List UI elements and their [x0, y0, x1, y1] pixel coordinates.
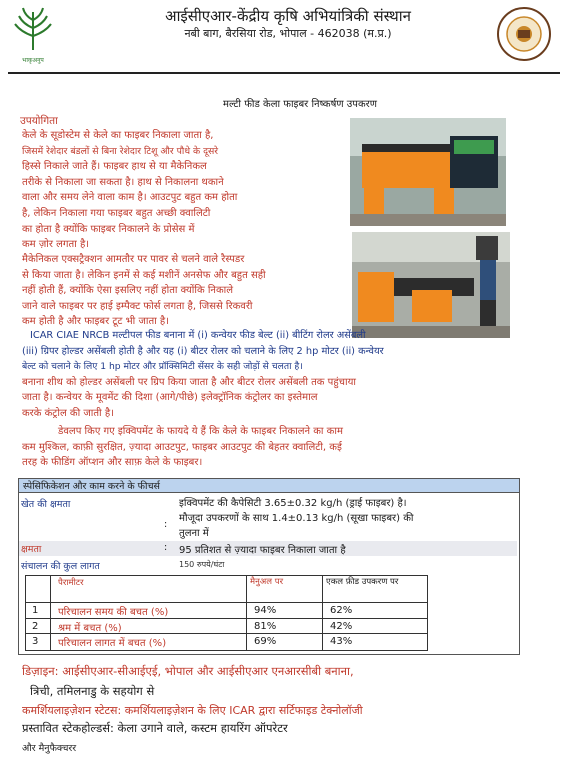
commercialization-status: कमर्शियलाइज़ेशन स्टेटस: कमर्शियलाइज़ेशन के लिए ICAR द्वारा सर्टिफाइड टेक्नोलॉजी	[22, 704, 363, 717]
table-heading: स्पेसिफिकेशन और काम करने के फीचर्स	[19, 479, 519, 493]
row-divider	[26, 618, 427, 619]
col-divider	[246, 576, 247, 650]
text-line: मैकेनिकल एक्सट्रैक्शन आमतौर पर पावर से चलने वाले रैस्पडर	[22, 254, 245, 265]
text-line: करके कंट्रोल की जाती है।	[22, 407, 114, 419]
paragraph-benefits	[22, 424, 542, 471]
spec-value-efficiency: 95 प्रतिशत से ज़्यादा फाइबर निकाला जाता है	[179, 545, 346, 556]
row-manual-value: 81%	[254, 621, 277, 632]
spec-value-field-capacity	[179, 496, 414, 541]
text-line: मौजूदा उपकरणों के साथ 1.4±0.13 kg/h (सूखा फाइबर) की	[179, 513, 414, 524]
text-line: नहीं होती हैं, क्योंकि ऐसा इसलिए नहीं होता क्योंकि निकाले	[22, 285, 234, 297]
machine-image	[350, 118, 506, 226]
proposed-stakeholders: प्रस्तावित स्टेकहोल्डर्स: केला उगाने वाले, कस्टम हायरिंग ऑपरेटर	[22, 721, 288, 735]
col-divider	[50, 576, 51, 650]
stakeholders-continued: और मैनुफैक्चरर	[22, 743, 77, 754]
text-line: जाता है। कन्वेयर के मूवमेंट की दिशा (आगे/पीछे) इलेक्ट्रॉनिक कंट्रोलर का इस्तेमाल	[22, 392, 318, 404]
text-line: कम मुश्किल, काफ़ी सुरक्षित, ज़्यादा आउटपुट, फाइबर आउटपुट की बेहतर क्वालिटी, कई	[22, 441, 342, 453]
row-parameter: परिचालन लागत में बचत (%)	[58, 638, 167, 649]
text-line: इक्विपमेंट की कैपेसिटी 3.65±0.32 kg/h (ड्राई फाइबर) है।	[179, 498, 407, 509]
design-credit-line2: त्रिची, तमिलनाडु के सहयोग से	[30, 684, 155, 698]
text-line: कम ज़ोर लगता है।	[22, 239, 90, 251]
document-title: मल्टी फीड केला फाइबर निष्कर्षण उपकरण	[223, 99, 377, 110]
text-line: जिसमें रेशेदार बंडलों से बिना रेशेदार टिशू और पौधे के दूसरे	[22, 145, 219, 157]
spec-separator: :	[164, 542, 168, 553]
icar-logo	[10, 6, 56, 64]
text-line: कम होती है और फाइबर टूट भी जाता है।	[22, 316, 170, 328]
design-credit-line1: डिज़ाइन: आईसीएआर-सीआईएई, भोपाल और आईसीएआर एनआरसीबी बनाना,	[22, 664, 354, 678]
text-line: हिस्से निकाले जाते हैं। फाइबर हाथ से या मैकेनिकल	[22, 161, 207, 173]
institute-title: आईसीएआर-केंद्रीय कृषि अभियांत्रिकी संस्थान	[165, 7, 411, 25]
text-line: वाला और समय लेने वाला काम है। आउटपुट बहुत कम होता	[22, 192, 238, 204]
row-single-value: 42%	[330, 621, 353, 632]
text-line: तुलना में	[179, 528, 209, 539]
seal-icon	[496, 6, 552, 62]
row-parameter: परिचालन समय की बचत (%)	[58, 607, 169, 618]
text-line: का होता है क्योंकि फाइबर निकालने के प्रोसेस में	[22, 223, 195, 235]
savings-comparison-table	[25, 575, 428, 651]
text-line: तरीके से निकाला जा सकता है। हाथ से निकालना थकाने	[22, 176, 224, 188]
wheat-icon	[10, 6, 56, 52]
row-divider	[26, 602, 427, 603]
paragraph-intro	[22, 128, 352, 253]
spec-label-efficiency: क्षमता	[21, 544, 42, 555]
spec-label-operating-cost: संचालन की कुल लागत	[21, 561, 100, 572]
row-number: 2	[32, 621, 39, 632]
text-line: से किया जाता है। लेकिन इनमें से कई मशीनें अनसेफ और बहुत सही	[22, 269, 266, 281]
machine-photo-1	[350, 118, 506, 226]
col-divider	[322, 576, 323, 650]
operator-image	[352, 232, 510, 338]
row-number: 1	[32, 605, 39, 616]
text-line: ICAR CIAE NRCB मल्टीपल फीड बनाना में (i) कन्वेयर फीड बेल्ट (ii) बीटिंग रोलर असेंबली	[30, 330, 366, 341]
text-line: तरह के फीडिंग ऑप्शन और साफ़ केले के फाइबर।	[22, 457, 203, 469]
row-single-value: 62%	[330, 605, 353, 616]
text-line: बेल्ट को चलाने के लिए 1 hp मोटर और प्रॉक्सिमिटी सेंसर के सही जोड़ों से चलता है।	[22, 361, 303, 373]
col-header-parameter: पैरामीटर	[58, 578, 84, 588]
text-line: केले के सूडोस्टेम से केले का फाइबर निकाला जाता है,	[22, 130, 214, 141]
col-header-manual: मैनुअल पर	[250, 577, 284, 587]
logo-caption: भाकृअनुप	[22, 57, 44, 64]
spec-label-field-capacity: खेत की क्षमता	[21, 499, 71, 510]
paragraph-components	[22, 328, 542, 422]
section-heading-utility: उपयोगिता	[20, 115, 58, 127]
col-header-single-feed: एकल फ़ीड उपकरण पर	[326, 577, 399, 587]
text-line: बनाना शीथ को होल्डर असेंबली पर ग्रिप किया जाता है और बीटर रोलर असेंबली तक पहुंचाया	[22, 376, 356, 388]
machine-photo-2	[352, 232, 510, 338]
ciae-logo	[496, 6, 552, 62]
row-single-value: 43%	[330, 636, 353, 647]
header-divider	[8, 72, 560, 74]
text-line: (iii) ग्रिपर होल्डर असेंबली होती है और यह (i) बीटर रोलर को चलाने के लिए 2 hp मोटर (ii) कन्वेयर	[22, 345, 384, 357]
row-manual-value: 69%	[254, 636, 277, 647]
row-manual-value: 94%	[254, 605, 277, 616]
spec-value-operating-cost: 150 रुपये/घंटा	[179, 560, 225, 569]
institute-address: नबी बाग, बैरसिया रोड, भोपाल - 462038 (म.प्र.)	[184, 27, 392, 40]
paragraph-mechanical	[22, 252, 352, 330]
row-number: 3	[32, 636, 39, 647]
text-line: जाने वाले फाइबर पर हाई इम्पैक्ट फोर्स लगता है, जिससे रिकवरी	[22, 300, 253, 312]
text-line: है, लेकिन निकाला गया फाइबर बहुत अच्छी क्वालिटी	[22, 207, 211, 219]
text-line: डेवलप किए गए इक्विपमेंट के फायदे ये हैं कि केले के फाइबर निकालने का काम	[58, 426, 343, 437]
row-parameter: श्रम में बचत (%)	[58, 623, 122, 634]
spec-separator: :	[164, 519, 168, 530]
